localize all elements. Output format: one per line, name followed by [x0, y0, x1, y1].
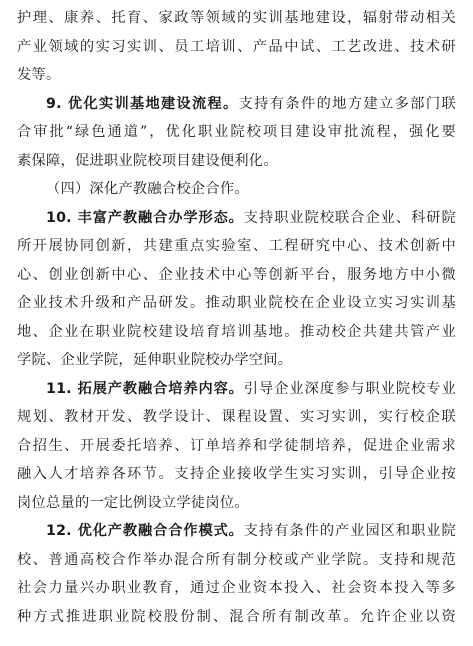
item-title: 12. 优化产教融合合作模式。 [46, 523, 244, 539]
text-line [17, 517, 456, 546]
item-title: 10. 丰富产教融合办学形态。 [46, 209, 244, 226]
text-span: 支持职业院校联合企业、科研院 [243, 209, 456, 226]
text-span: 引导企业深度参与职业院校专业 [243, 380, 456, 397]
text-line: 素保障，促进职业院校项目建设便利化。 [17, 152, 278, 169]
item-title: 11. 拓展产教融合培养内容。 [46, 380, 244, 397]
text-line: 校、普通高校合作举办混合所有制分校或产业学院。支持和规范 [17, 551, 456, 568]
paragraph-item-11 [17, 375, 456, 518]
paragraph-item-9 [17, 90, 456, 176]
paragraph-item-10 [17, 204, 456, 375]
text-line: 地、企业在职业院校建设培育培训基地。推动校企共建共管产业 [17, 323, 456, 340]
item-title: 9. 优化实训基地建设流程。 [46, 95, 239, 112]
text-line: 所开展协同创新，共建重点实验室、工程研究中心、技术创新中 [17, 238, 456, 254]
text-line: 产业领域的实习实训、员工培训、产品中试、工艺改进、技术研 [17, 38, 456, 55]
section-heading-text: （四）深化产教融合校企合作。 [46, 181, 249, 197]
text-line [17, 375, 456, 404]
text-span: 支持有条件的地方建立多部门联 [238, 95, 456, 112]
text-line: 合招生、开展委托培养、订单培养和学徒制培养，促进企业需求 [17, 437, 456, 454]
text-line: 企业技术升级和产品研发。推动职业院校在企业设立实习实训基 [17, 295, 456, 311]
text-line: 社会力量兴办职业教育，通过企业资本投入、社会资本投入等多 [17, 580, 456, 596]
text-line [17, 90, 456, 119]
text-line: 岗位总量的一定比例设立学徒岗位。 [17, 494, 249, 511]
text-line: 学院、企业学院，延伸职业院校办学空间。 [17, 352, 293, 368]
text-span: 支持有条件的产业园区和职业院 [243, 523, 456, 539]
text-line: 种方式推进职业院校股份制、混合所有制改革。允许企业以资 [17, 608, 456, 625]
section-heading [17, 175, 456, 204]
paragraph-continuation [17, 4, 456, 90]
text-line [17, 204, 456, 233]
text-line: 融入人才培养各环节。支持企业接收学生实习实训，引导企业按 [17, 466, 456, 482]
text-line: 护理、康养、托育、家政等领域的实训基地建设，辐射带动相关 [17, 10, 456, 26]
paragraph-item-12 [17, 517, 456, 631]
text-line: 心、创业创新中心、企业技术中心等创新平台，服务地方中小微 [17, 266, 456, 283]
text-line: 合审批“绿色通道”，优化职业院校项目建设审批流程，强化要 [17, 124, 456, 140]
text-line: 规划、教材开发、教学设计、课程设置、实习实训，实行校企联 [17, 409, 456, 425]
text-line: 发等。 [17, 67, 61, 83]
